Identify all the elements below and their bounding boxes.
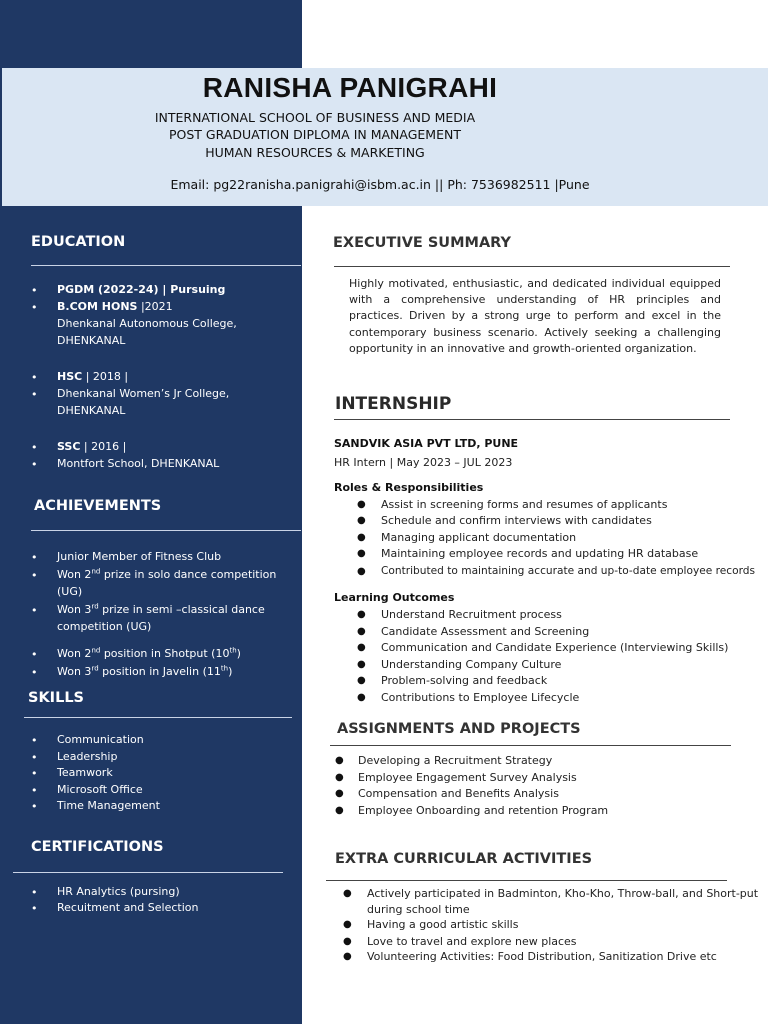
role-item: Managing applicant documentation <box>381 531 577 544</box>
summary-text: Highly motivated, enthusiastic, and dedicated individual equipped with a comprehensive understanding of HR principles and practices. Driven by a strong urge to perform and excel in the contemporary business scenario. Actively seeking a challenging opportunity in an innovative and growth-oriented organization. <box>349 277 721 355</box>
bullet-dot-icon: ● <box>343 888 352 899</box>
activity-item: Volunteering Activities: Food Distribution, Sanitization Drive etc <box>367 950 717 963</box>
education-pgdm: PGDM (2022-24) | Pursuing <box>57 283 226 296</box>
bullet-dot-icon: • <box>31 301 38 314</box>
bullet-dot-icon: ● <box>357 609 366 620</box>
skill-item: Leadership <box>57 750 118 763</box>
achievement-item: Won 2nd position in Shotput (10th) <box>57 646 241 660</box>
bullet-dot-icon: • <box>31 458 38 471</box>
achievement-item: Won 3rd position in Javelin (11th) <box>57 664 233 678</box>
bullet-dot-icon: • <box>31 284 38 297</box>
extracurricular-heading: EXTRA CURRICULAR ACTIVITIES <box>335 851 593 867</box>
role-item: Contributed to maintaining accurate and up-to-date employee records <box>381 565 755 577</box>
learning-item: Contributions to Employee Lifecycle <box>381 691 580 704</box>
specialization: HUMAN RESOURCES & MARKETING <box>205 145 425 160</box>
activity-item: Love to travel and explore new places <box>367 935 577 948</box>
skill-item: Microsoft Office <box>57 783 143 796</box>
achievements-divider <box>31 530 301 531</box>
education-heading: EDUCATION <box>31 234 126 250</box>
bullet-dot-icon: • <box>31 800 38 813</box>
candidate-name: RANISHA PANIGRAHI <box>202 72 498 103</box>
achievements-heading: ACHIEVEMENTS <box>34 498 162 514</box>
bullet-dot-icon: • <box>31 551 38 564</box>
summary-divider <box>334 266 730 267</box>
role-item: Assist in screening forms and resumes of applicants <box>381 498 668 511</box>
education-bcom-college: Dhenkanal Autonomous College, <box>57 317 237 330</box>
education-hsc-city: DHENKANAL <box>57 404 126 417</box>
bullet-dot-icon: • <box>31 902 38 915</box>
skills-heading: SKILLS <box>28 690 84 706</box>
extracurricular-divider <box>326 880 727 881</box>
internship-divider <box>334 419 730 420</box>
role-item: Maintaining employee records and updating HR database <box>381 547 699 560</box>
internship-role: HR Intern | May 2023 – JUL 2023 <box>334 456 513 469</box>
achievement-item-cont: (UG) <box>57 585 83 598</box>
program-name: POST GRADUATION DIPLOMA IN MANAGEMENT <box>169 127 461 142</box>
achievement-item: Junior Member of Fitness Club <box>57 550 222 563</box>
bullet-dot-icon: ● <box>357 499 366 510</box>
activity-item: Actively participated in Badminton, Kho-Kho, Throw-ball, and Short-put <box>367 887 759 900</box>
contact-line: Email: pg22ranisha.panigrahi@isbm.ac.in || Ph: 7536982511 |Pune <box>170 177 590 192</box>
skill-item: Teamwork <box>57 766 113 779</box>
education-ssc: SSC | 2016 | <box>57 440 127 453</box>
project-item: Employee Onboarding and retention Program <box>358 804 609 817</box>
achievement-item: Won 3rd prize in semi –classical dance <box>57 602 265 616</box>
education-bcom: B.COM HONS |2021 <box>57 300 173 313</box>
learning-heading: Learning Outcomes <box>334 591 455 604</box>
project-item: Compensation and Benefits Analysis <box>358 787 559 800</box>
learning-item: Candidate Assessment and Screening <box>381 625 590 638</box>
bullet-dot-icon: ● <box>343 919 352 930</box>
education-hsc: HSC | 2018 | <box>57 370 129 383</box>
bullet-dot-icon: • <box>31 604 38 617</box>
achievement-item-cont: competition (UG) <box>57 620 152 633</box>
bullet-dot-icon: • <box>31 751 38 764</box>
projects-heading: ASSIGNMENTS AND PROJECTS <box>337 721 581 737</box>
projects-divider <box>330 745 731 746</box>
bullet-dot-icon: ● <box>357 692 366 703</box>
bullet-dot-icon: • <box>31 886 38 899</box>
education-ssc-school: Montfort School, DHENKANAL <box>57 457 220 470</box>
bullet-dot-icon: ● <box>357 642 366 653</box>
bullet-dot-icon: • <box>31 388 38 401</box>
certification-item: HR Analytics (pursing) <box>57 885 180 898</box>
learning-item: Understanding Company Culture <box>381 658 562 671</box>
bullet-dot-icon: ● <box>357 548 366 559</box>
internship-heading: INTERNSHIP <box>335 394 452 414</box>
education-hsc-college: Dhenkanal Women’s Jr College, <box>57 387 230 400</box>
bullet-dot-icon: ● <box>335 772 344 783</box>
certifications-divider <box>13 872 283 873</box>
bullet-dot-icon: ● <box>357 659 366 670</box>
bullet-dot-icon: ● <box>357 675 366 686</box>
activity-item-cont: during school time <box>367 903 470 916</box>
summary-heading: EXECUTIVE SUMMARY <box>333 235 512 251</box>
bullet-dot-icon: ● <box>343 951 352 962</box>
bullet-dot-icon: • <box>31 784 38 797</box>
internship-company: SANDVIK ASIA PVT LTD, PUNE <box>334 437 519 450</box>
learning-item: Problem-solving and feedback <box>381 674 548 687</box>
activity-item: Having a good artistic skills <box>367 918 519 931</box>
bullet-dot-icon: • <box>31 569 38 582</box>
skill-item: Communication <box>57 733 144 746</box>
bullet-dot-icon: ● <box>357 566 366 577</box>
achievement-item: Won 2nd prize in solo dance competition <box>57 567 277 581</box>
bullet-dot-icon: ● <box>357 515 366 526</box>
bullet-dot-icon: • <box>31 371 38 384</box>
bullet-dot-icon: ● <box>335 805 344 816</box>
bullet-dot-icon: • <box>31 666 38 679</box>
certifications-heading: CERTIFICATIONS <box>31 839 164 855</box>
bullet-dot-icon: ● <box>335 788 344 799</box>
bullet-dot-icon: ● <box>357 626 366 637</box>
certification-item: Recuitment and Selection <box>57 901 199 914</box>
school-name: INTERNATIONAL SCHOOL OF BUSINESS AND MEDIA <box>154 110 476 125</box>
project-item: Developing a Recruitment Strategy <box>358 754 553 767</box>
bullet-dot-icon: ● <box>335 755 344 766</box>
roles-heading: Roles & Responsibilities <box>334 481 484 494</box>
education-bcom-city: DHENKANAL <box>57 334 126 347</box>
bullet-dot-icon: • <box>31 441 38 454</box>
skill-item: Time Management <box>57 799 160 812</box>
bullet-dot-icon: • <box>31 648 38 661</box>
bullet-dot-icon: ● <box>357 532 366 543</box>
education-divider <box>31 265 301 266</box>
learning-item: Communication and Candidate Experience (Interviewing Skills) <box>381 641 729 654</box>
bullet-dot-icon: • <box>31 734 38 747</box>
project-item: Employee Engagement Survey Analysis <box>358 771 577 784</box>
skills-divider <box>24 717 292 718</box>
learning-item: Understand Recruitment process <box>381 608 562 621</box>
bullet-dot-icon: ● <box>343 936 352 947</box>
bullet-dot-icon: • <box>31 767 38 780</box>
role-item: Schedule and confirm interviews with candidates <box>381 514 652 527</box>
